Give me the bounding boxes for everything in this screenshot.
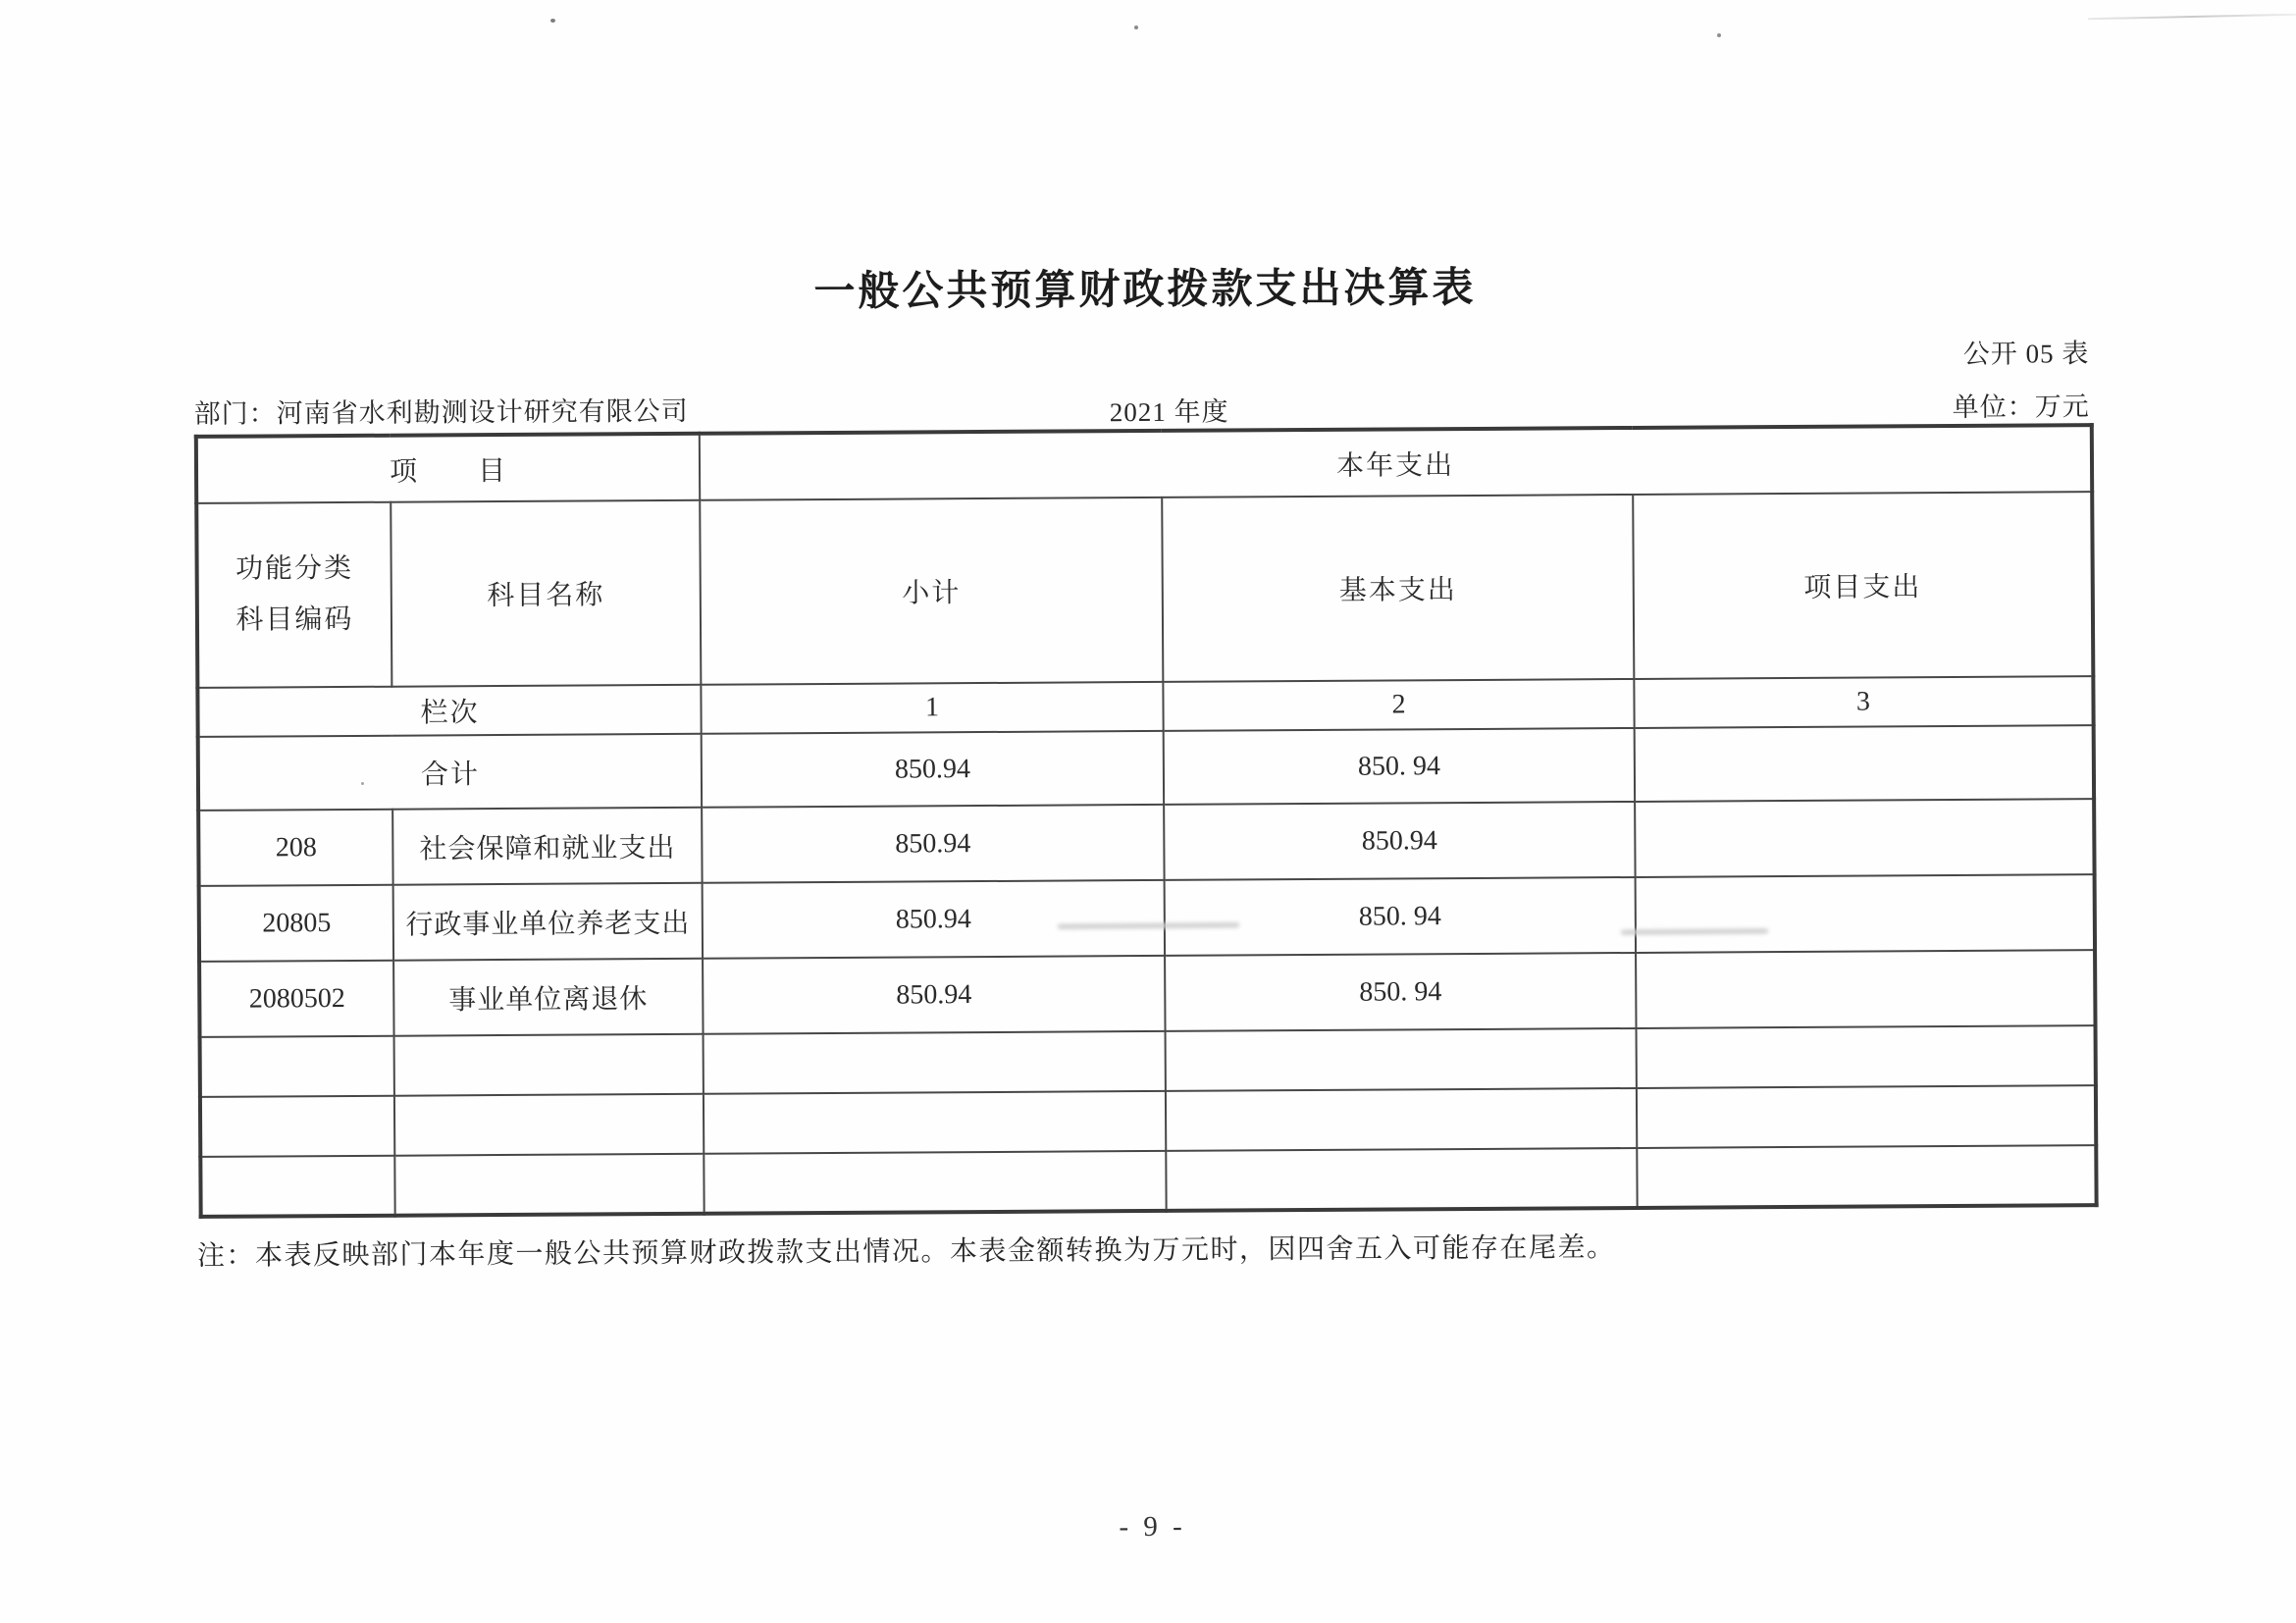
column-index-1: 1 [701, 682, 1163, 734]
department-label: 部门：河南省水利勘测设计研究有限公司 [193, 395, 689, 429]
page-title: 一般公共预算财政拨款支出决算表 [813, 263, 1477, 315]
page-number: - 9 - [1119, 1510, 1186, 1544]
row-subtotal: 850.94 [703, 880, 1165, 959]
budget-expenditure-table [194, 423, 2099, 1219]
header-expense-group: 本年支出 [700, 425, 2092, 500]
empty-cell [1166, 1148, 1637, 1211]
empty-cell [200, 1156, 394, 1217]
row-project [1635, 799, 2094, 877]
scan-speck [550, 19, 555, 23]
header-row-groups [196, 425, 2092, 503]
empty-cell [1637, 1085, 2096, 1148]
row-name: 事业单位离退休 [393, 959, 703, 1036]
empty-cell [394, 1034, 704, 1096]
empty-cell [1166, 1088, 1637, 1151]
header-project-column: 项目支出 [1633, 492, 2093, 679]
scan-speck [361, 782, 364, 785]
total-row [198, 725, 2094, 811]
total-subtotal: 850.94 [702, 731, 1164, 808]
row-project [1636, 950, 2095, 1028]
table-row [199, 874, 2095, 962]
empty-cell [394, 1154, 704, 1216]
row-subtotal: 850.94 [703, 956, 1165, 1034]
sheet-code-label: 公开 05 表 [1962, 339, 2090, 369]
row-basic: 850. 94 [1165, 953, 1636, 1031]
row-name: 社会保障和就业支出 [392, 808, 702, 885]
row-basic: 850.94 [1164, 802, 1635, 880]
footnote: 注：本表反映部门本年度一般公共预算财政拨款支出情况。本表金额转换为万元时，因四舍五入可能存在尾差。 [196, 1232, 1616, 1272]
header-item-group: 项 目 [196, 434, 700, 503]
column-index-2: 2 [1163, 679, 1634, 731]
empty-row [200, 1145, 2096, 1217]
header-code-column [196, 502, 391, 688]
fiscal-year-label: 2021 年度 [1109, 396, 1229, 428]
row-basic: 850. 94 [1165, 877, 1636, 956]
total-basic: 850. 94 [1164, 728, 1635, 805]
empty-cell [200, 1036, 394, 1097]
header-name-column: 科目名称 [391, 500, 701, 687]
empty-cell [704, 1151, 1166, 1214]
total-label: 合计 [198, 734, 702, 811]
empty-cell [1637, 1025, 2096, 1088]
empty-cell [704, 1031, 1166, 1094]
scan-speck [1717, 33, 1721, 37]
scan-speck [1134, 26, 1138, 29]
empty-cell [394, 1094, 704, 1156]
row-code: 2080502 [199, 961, 393, 1037]
table-row [198, 799, 2094, 886]
header-code-line2: 科目编码 [235, 603, 354, 636]
header-basic-column: 基本支出 [1162, 495, 1634, 682]
row-code: 20805 [199, 885, 393, 962]
total-project [1635, 725, 2094, 802]
column-index-3: 3 [1634, 676, 2093, 728]
header-subtotal-column: 小计 [700, 497, 1163, 685]
row-index-label: 栏次 [197, 685, 701, 737]
empty-cell [1637, 1145, 2096, 1208]
table-row [199, 950, 2095, 1037]
row-name: 行政事业单位养老支出 [393, 883, 703, 961]
unit-label: 单位：万元 [1952, 392, 2090, 422]
empty-cell [704, 1091, 1166, 1154]
header-code-line1: 功能分类 [235, 552, 354, 585]
empty-cell [200, 1096, 394, 1157]
row-code: 208 [198, 810, 392, 886]
row-subtotal: 850.94 [702, 805, 1164, 883]
header-row-columns [196, 492, 2093, 688]
empty-cell [1166, 1028, 1637, 1091]
row-project [1636, 874, 2095, 953]
